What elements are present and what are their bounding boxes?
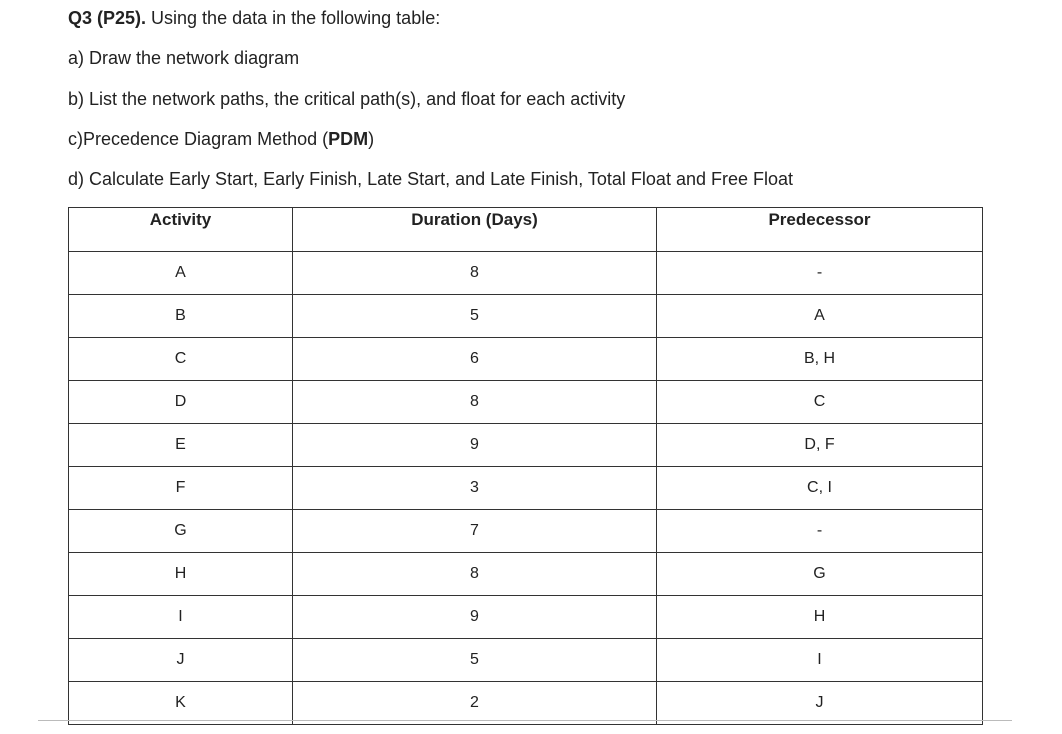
- cell-duration: 2: [293, 682, 657, 725]
- part-b: b) List the network paths, the critical path(s), and float for each activity: [68, 89, 626, 109]
- cell-duration: 5: [293, 295, 657, 338]
- cell-duration: 5: [293, 639, 657, 682]
- cell-predecessor: A: [657, 295, 983, 338]
- table-row: [69, 424, 983, 467]
- cell-predecessor: -: [657, 510, 983, 553]
- header-duration: Duration (Days): [293, 208, 657, 252]
- cell-activity: C: [69, 338, 293, 381]
- table-row: [69, 596, 983, 639]
- table-row: [69, 510, 983, 553]
- cell-activity: E: [69, 424, 293, 467]
- cell-duration: 9: [293, 424, 657, 467]
- part-c-prefix: c)Precedence Diagram Method (: [68, 129, 329, 149]
- part-d: d) Calculate Early Start, Early Finish, Late Start, and Late Finish, Total Float and Free Float: [68, 169, 794, 189]
- cell-activity: B: [69, 295, 293, 338]
- part-c-suffix: ): [368, 129, 375, 149]
- table-row: [69, 381, 983, 424]
- cell-duration: 6: [293, 338, 657, 381]
- cell-duration: 8: [293, 252, 657, 295]
- table-row: [69, 639, 983, 682]
- cell-activity: H: [69, 553, 293, 596]
- table-row: [69, 682, 983, 725]
- cell-activity: I: [69, 596, 293, 639]
- table-row: [69, 553, 983, 596]
- header-activity: Activity: [69, 208, 293, 252]
- cell-activity: F: [69, 467, 293, 510]
- cell-duration: 9: [293, 596, 657, 639]
- table-row: [69, 338, 983, 381]
- cell-predecessor: H: [657, 596, 983, 639]
- cell-predecessor: C: [657, 381, 983, 424]
- question-title: [68, 7, 440, 29]
- cell-predecessor: -: [657, 252, 983, 295]
- part-c: [68, 128, 374, 150]
- cell-activity: J: [69, 639, 293, 682]
- cell-predecessor: J: [657, 682, 983, 725]
- activity-table: [68, 207, 983, 725]
- part-c-abbrev: PDM: [328, 129, 369, 149]
- cell-duration: 8: [293, 553, 657, 596]
- cell-predecessor: C, I: [657, 467, 983, 510]
- question-label: Q3 (P25).: [68, 8, 147, 28]
- cell-predecessor: B, H: [657, 338, 983, 381]
- cell-duration: 7: [293, 510, 657, 553]
- question-intro: Using the data in the following table:: [146, 8, 441, 28]
- part-a: a) Draw the network diagram: [68, 48, 300, 68]
- cell-activity: D: [69, 381, 293, 424]
- table-row: [69, 295, 983, 338]
- cell-activity: G: [69, 510, 293, 553]
- cell-activity: K: [69, 682, 293, 725]
- cell-predecessor: D, F: [657, 424, 983, 467]
- header-predecessor: Predecessor: [657, 208, 983, 252]
- cell-activity: A: [69, 252, 293, 295]
- cell-duration: 8: [293, 381, 657, 424]
- cell-duration: 3: [293, 467, 657, 510]
- table-header-row: [69, 208, 983, 252]
- cell-predecessor: I: [657, 639, 983, 682]
- page-bottom-rule: [38, 720, 1012, 721]
- cell-predecessor: G: [657, 553, 983, 596]
- table-row: [69, 252, 983, 295]
- table-row: [69, 467, 983, 510]
